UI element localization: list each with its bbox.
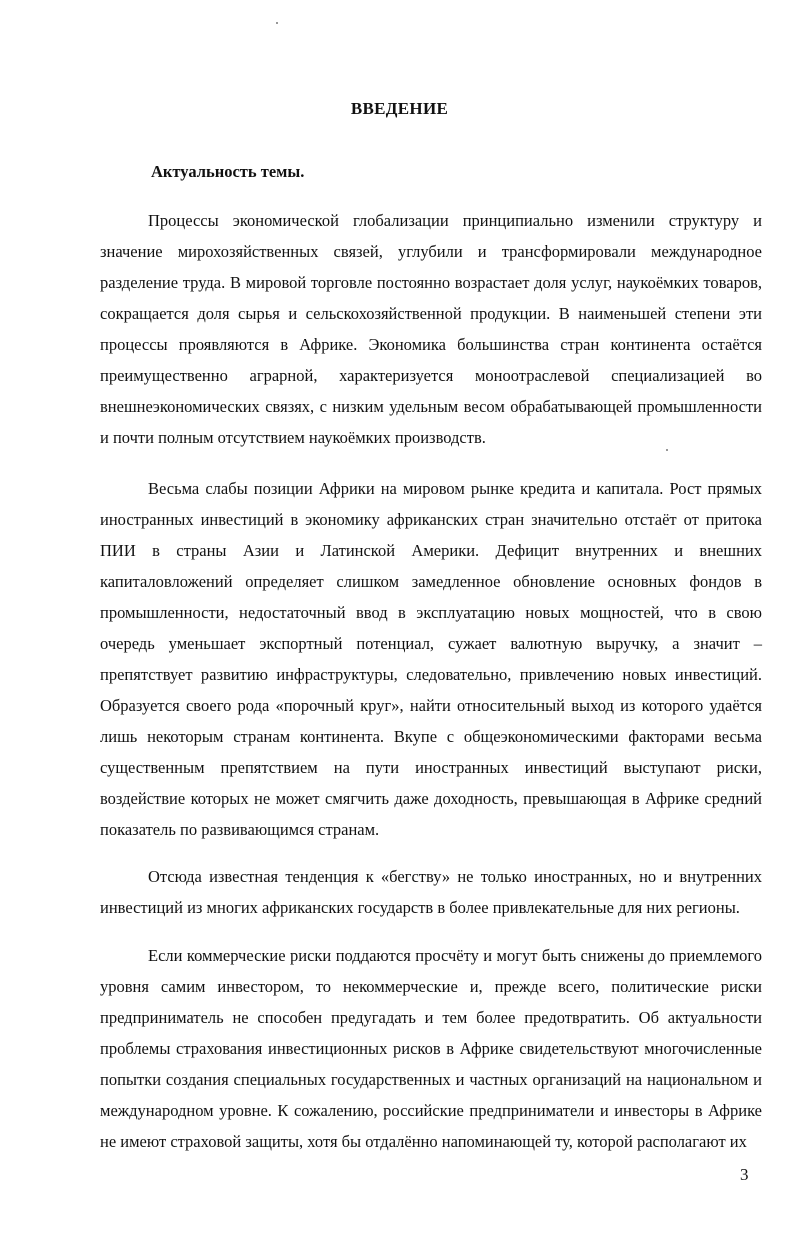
paragraph-1: Процессы экономической глобализации принципиально изменили структуру и значение мирохозяйственных связей, углубили и трансформировали международное разделение труда. В мировой торговле постоянно возрастает доля услуг, наукоёмких товаров, сокращается доля сырья и сельскохозяйственной продукции. В наименьшей степени эти процессы проявляются в Африке. Экономика большинства стран континента остаётся преимущественно аграрной, характеризуется моноотраслевой специализацией во внешнеэкономических связях, с низким удельным весом обрабатывающей промышленности и почти полным отсутствием наукоёмких производств. <box>100 211 762 447</box>
page-number: 3 <box>740 1165 749 1184</box>
paragraph-2: Весьма слабы позиции Африки на мировом рынке кредита и капитала. Рост прямых иностранных инвестиций в экономику африканских стран значительно отстаёт от притока ПИИ в страны Азии и Латинской Америки. Дефицит внутренних и внешних капиталовложений определяет слишком замедленное обновление основных фондов в промышленности, недостаточный ввод в эксплуатацию новых мощностей, что в свою очередь уменьшает экспортный потенциал, сужает валютную выручку, а значит – препятствует развитию инфраструктуры, следовательно, привлечению новых инвестиций. Образуется своего рода «порочный круг», найти относительный выход из которого удаётся лишь некоторым странам континента. Вкупе с общеэкономическими факторами весьма существенным препятствием на пути иностранных инвестиций выступают риски, воздействие которых не может смягчить даже доходность, превышающая в Африке средний показатель по развивающимся странам. <box>100 479 762 839</box>
section-heading: Актуальность темы. <box>151 162 305 181</box>
scan-speck <box>276 22 278 24</box>
page-title: ВВЕДЕНИЕ <box>350 99 449 118</box>
paragraph-3: Отсюда известная тенденция к «бегству» не только иностранных, но и внутренних инвестиций из многих африканских государств в более привлекательные для них регионы. <box>100 867 762 917</box>
paragraph-4: Если коммерческие риски поддаются просчёту и могут быть снижены до приемлемого уровня самим инвестором, то некоммерческие и, прежде всего, политические риски предприниматель не способен предугадать и тем более предотвратить. Об актуальности проблемы страхования инвестиционных рисков в Африке свидетельствуют многочисленные попытки создания специальных государственных и частных организаций на национальном и международном уровне. К сожалению, российские предприниматели и инвесторы в Африке не имеют страховой защиты, хотя бы отдалённо напоминающей ту, которой располагают их <box>100 946 762 1151</box>
